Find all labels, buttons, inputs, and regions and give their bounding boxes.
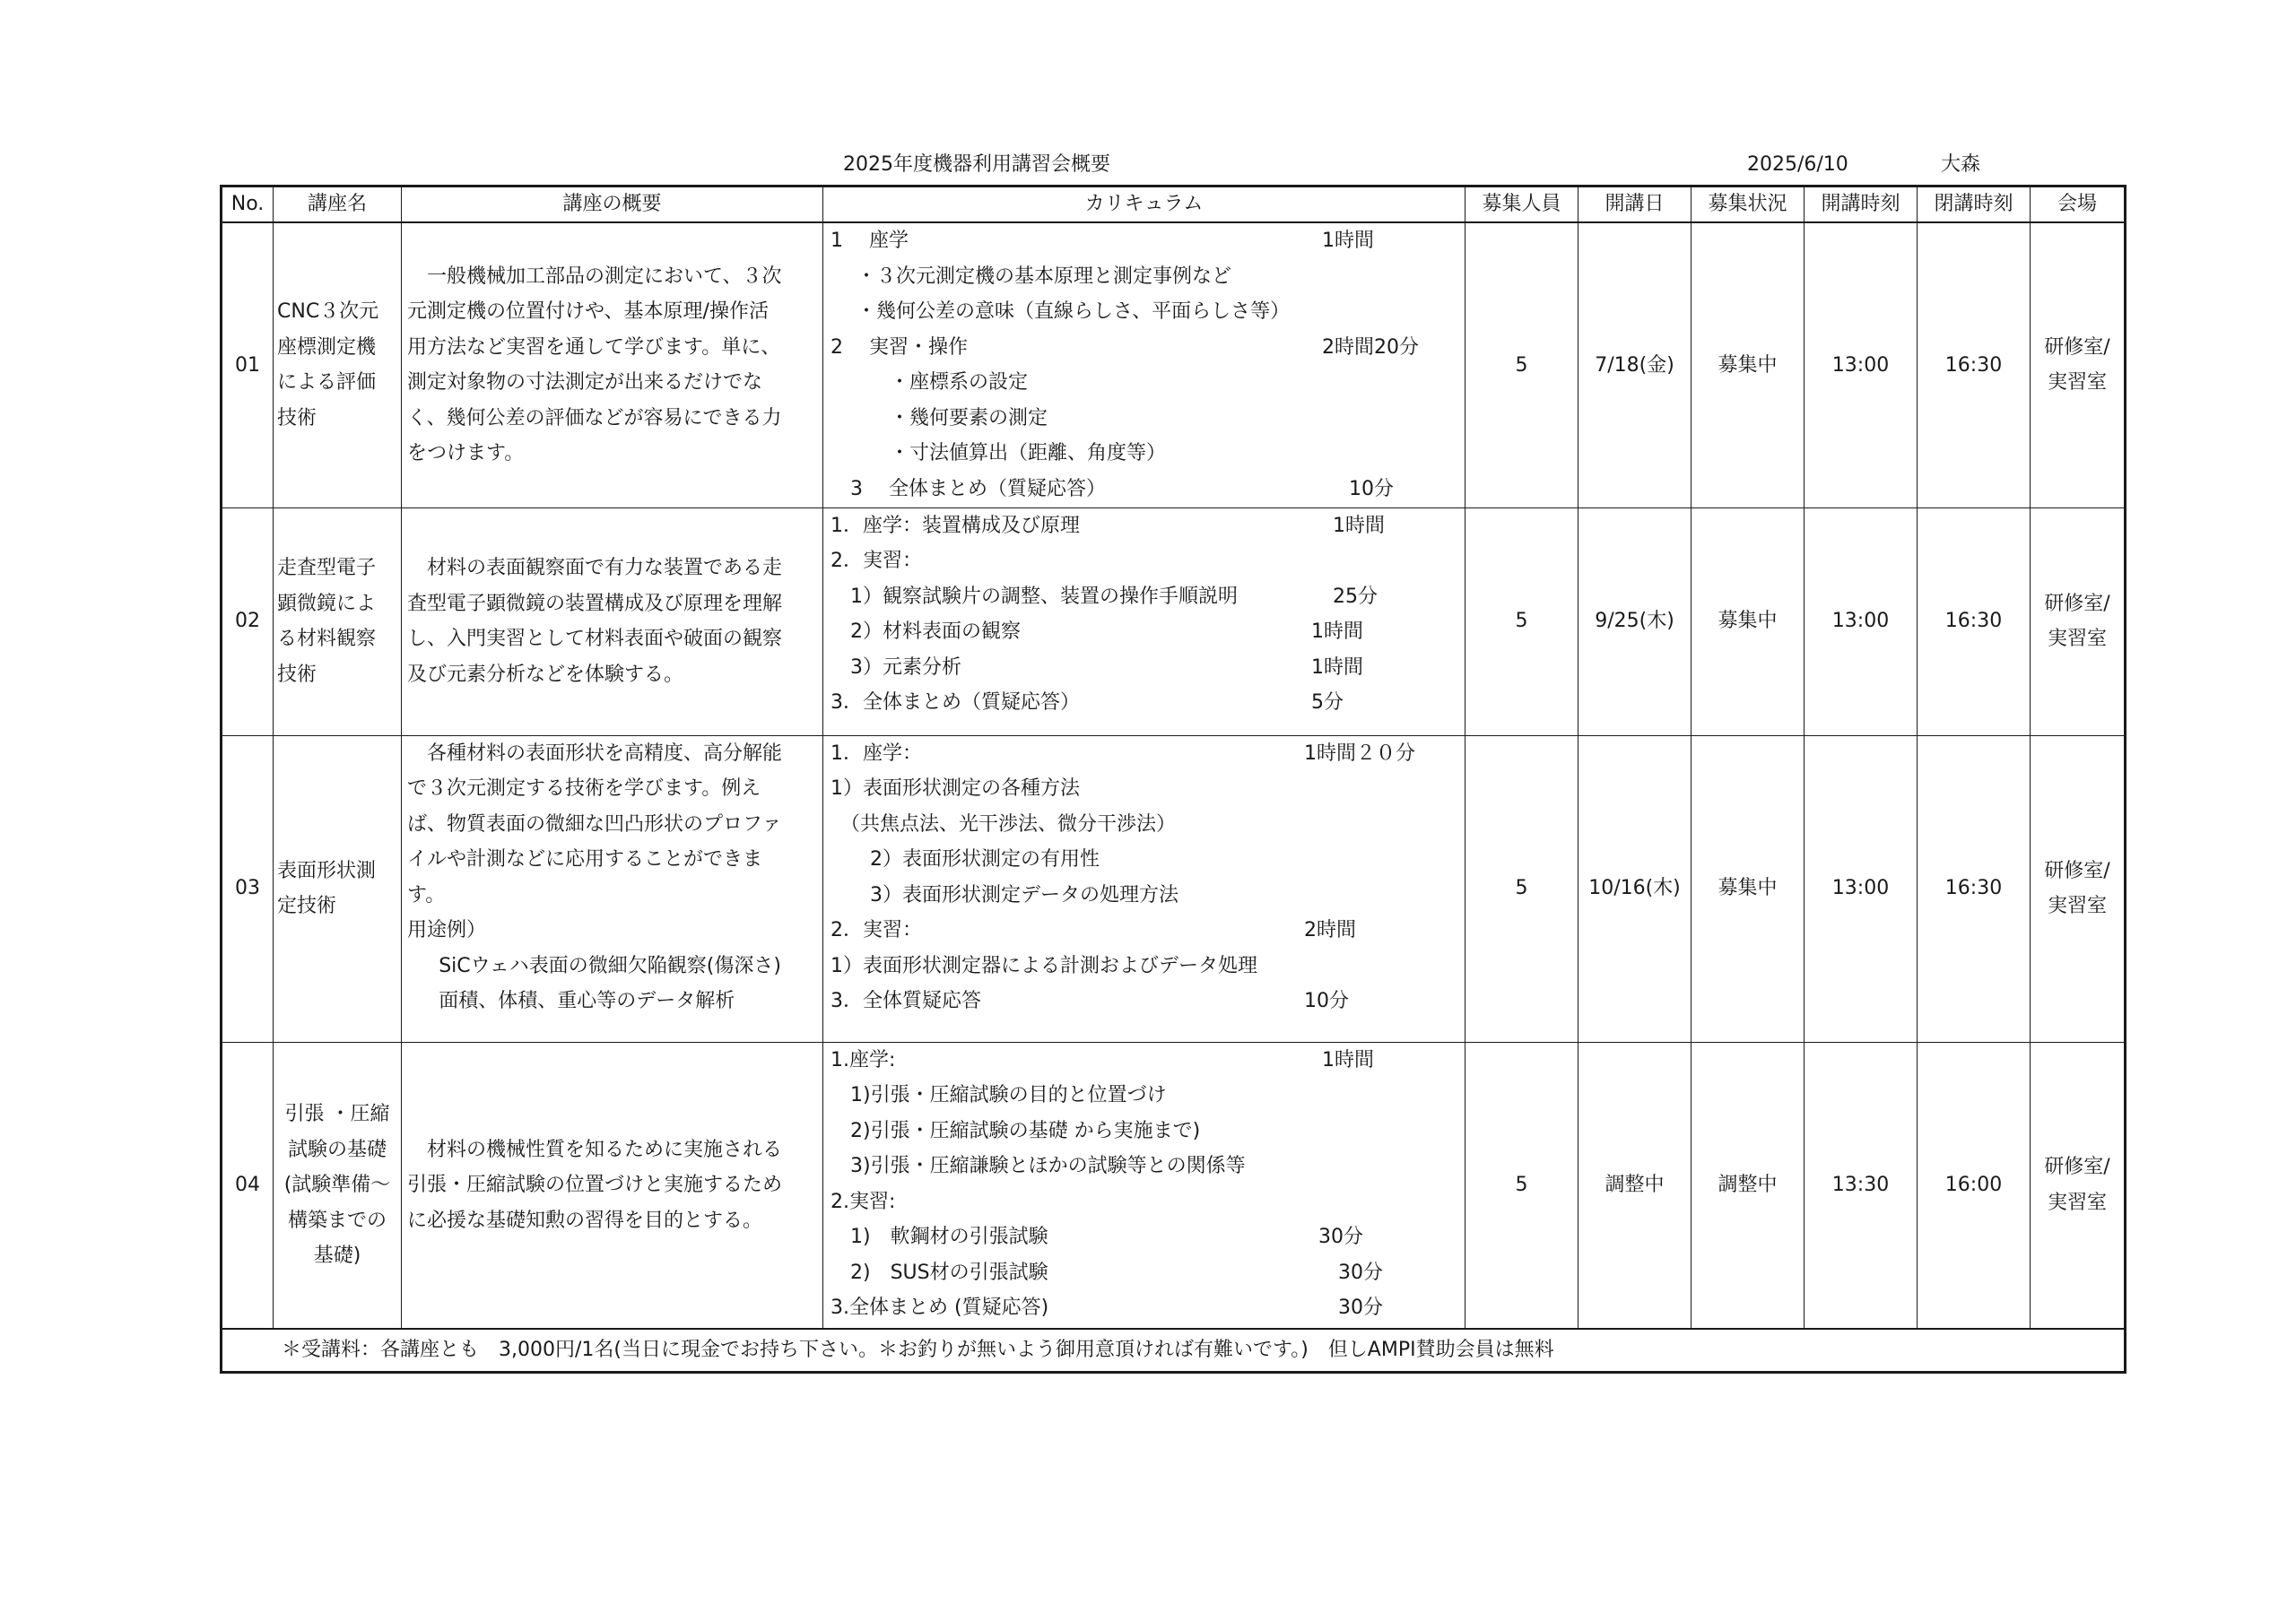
curriculum-item [831,579,1465,615]
curriculum-item-time: 1時間 [1311,655,1363,679]
curriculum-item-text: 3）元素分析 [831,655,961,679]
curriculum-item-text: 2.実習: [831,1190,896,1213]
course-name [274,507,402,735]
course-capacity: 5 [1465,1042,1578,1329]
course-name-line: る材料観察 [277,628,377,650]
course-name [274,222,402,507]
course-venue-line: 研修室/ [2044,859,2110,882]
curriculum-item [831,294,1465,330]
curriculum-item-text: 2 実習・操作 [831,335,968,359]
curriculum-item [831,1149,1465,1184]
curriculum-item [831,736,1465,772]
curriculum-item-text: 1．座学：装置構成及び原理 [831,514,1080,537]
course-number: 03 [222,735,274,1042]
curriculum-item [831,223,1465,259]
course-row [222,735,2126,1042]
course-venue-line: 実習室 [2047,1191,2107,1214]
curriculum-item [831,472,1465,507]
course-name-line: 構築までの [287,1209,387,1232]
course-name-line: 顕微鏡によ [277,592,377,615]
curriculum-item [831,401,1465,437]
course-status: 募集中 [1692,222,1805,507]
course-venue-line: 実習室 [2047,371,2107,395]
curriculum-list [831,508,1465,721]
course-curriculum [823,507,1465,735]
curriculum-item-text: 2）表面形状測定の有用性 [831,848,1100,871]
curriculum-item [831,685,1465,721]
course-start-time: 13:00 [1805,735,1918,1042]
curriculum-item [831,614,1465,650]
curriculum-item-text: 1.座学: [831,1048,896,1071]
document-title: 2025年度機器利用講習会概要 [843,153,1110,176]
curriculum-item [831,1114,1465,1149]
curriculum-item [831,508,1465,544]
course-end-time: 16:30 [1918,222,2031,507]
curriculum-list [831,736,1465,1019]
course-name-line: (試験準備〜 [283,1174,391,1196]
curriculum-item-time: 1時間 [1322,230,1374,252]
course-number: 04 [222,1042,274,1329]
column-header-no: No. [222,186,274,223]
curriculum-item-time: 1時間 [1322,1048,1374,1071]
curriculum-item-text: 1 座学 [831,230,909,252]
course-summary-line: ば、物質表面の微細な凹凸形状のプロファ [407,812,782,836]
curriculum-item-time: 1時間 [1333,514,1385,537]
course-name-line: 座標測定機 [277,335,377,359]
curriculum-item [831,1290,1465,1326]
course-summary-line: 各種材料の表面形状を高精度、高分解能 [427,742,783,765]
course-end-time: 16:00 [1918,1042,2031,1329]
curriculum-item-text: 2．実習： [831,919,922,941]
course-summary-line: イルや計測などに応用することができま [407,848,763,871]
course-capacity: 5 [1465,735,1578,1042]
course-name [274,1042,402,1329]
document-author: 大森 [1941,153,1981,176]
course-name-line: による評価 [277,371,377,395]
course-end-time: 16:30 [1918,735,2031,1042]
course-name-line: 引張 ・圧縮 [284,1103,390,1125]
curriculum-item-time: 30分 [1338,1297,1383,1319]
course-date: 調整中 [1578,1042,1692,1329]
curriculum-item [831,650,1465,686]
column-header-curriculum: カリキュラム [823,186,1465,223]
course-name-line: 表面形状測 [277,859,377,882]
curriculum-item [831,771,1465,807]
course-venue-line: 実習室 [2047,895,2107,917]
course-name-line: 定技術 [277,895,337,917]
course-summary [402,222,823,507]
course-status: 募集中 [1692,507,1805,735]
column-header-date: 開講日 [1578,186,1692,223]
course-summary-line: 材料の表面観察面で有力な装置である走 [427,557,783,579]
course-name-line: 基礎) [313,1245,361,1267]
course-curriculum [823,222,1465,507]
curriculum-item-text: （共焦点法、光干渉法、微分干渉法） [831,812,1177,836]
course-summary-line: で３次元測定する技術を学びます。例え [407,777,761,800]
curriculum-item-time: 1時間２０分 [1304,742,1415,765]
footer-row [222,1329,2126,1373]
curriculum-item-text: 1) 軟鋼材の引張試験 [831,1226,1048,1248]
course-number: 02 [222,507,274,735]
course-summary-line: 一般機械加工部品の測定において、３次 [427,265,782,288]
course-curriculum [823,1042,1465,1329]
course-summary [402,735,823,1042]
curriculum-item-text: 1）観察試験片の調整、装置の操作手順説明 [831,585,1238,608]
course-end-time: 16:30 [1918,507,2031,735]
curriculum-item-text: ・寸法値算出（距離、角度等） [831,442,1167,464]
course-venue-line: 研修室/ [2044,1156,2110,1179]
fee-note: ＊受講料：各講座とも 3,000円/1名(当日に現金でお持ち下さい。＊お釣りが無いよう御用意頂ければ有難いです。) 但しAMPI賛助会員は無料 [222,1329,2126,1373]
column-header-capacity: 募集人員 [1465,186,1578,223]
curriculum-item [831,1219,1465,1255]
curriculum-item-text: 1．座学： [831,742,922,765]
course-venue [2031,507,2126,735]
course-row [222,1042,2126,1329]
course-table [220,185,2126,1374]
course-start-time: 13:00 [1805,222,1918,507]
course-summary-line: に必援な基礎知勲の習得を目的とする。 [407,1209,763,1232]
course-summary-line: 元測定機の位置付けや、基本原理/操作活 [407,300,769,324]
curriculum-item [831,259,1465,295]
course-summary-line: 用方法など実習を通して学びます。単に、 [407,335,781,359]
curriculum-item-text: 1）表面形状測定器による計測およびデータ処理 [831,954,1257,977]
table-header-row [222,186,2126,223]
course-venue [2031,735,2126,1042]
curriculum-list [831,1043,1465,1326]
curriculum-item-text: 3)引張・圧縮謙験とほかの試験等との関係等 [831,1155,1246,1177]
course-name-line: 技術 [277,406,317,429]
curriculum-list [831,223,1465,507]
curriculum-item [831,1255,1465,1291]
curriculum-item-text: 2．実習： [831,550,922,572]
course-summary [402,507,823,735]
curriculum-item-text: ・幾何公差の意味（直線らしさ、平面らしさ等） [831,300,1291,323]
course-venue-line: 研修室/ [2044,592,2110,615]
course-summary-line: く、幾何公差の評価などが容易にできる力 [407,406,782,429]
curriculum-item-text: ・３次元測定機の基本原理と測定事例など [831,265,1231,288]
column-header-summary: 講座の概要 [402,186,823,223]
curriculum-item-text: 3.全体まとめ (質疑応答) [831,1297,1049,1319]
curriculum-item [831,913,1465,949]
curriculum-item-time: 2時間20分 [1322,335,1419,359]
course-summary-line: 材料の機械性質を知るために実施される [427,1138,783,1161]
course-summary-line: 測定対象物の寸法測定が出来るだけでな [407,371,763,395]
curriculum-item-text: 3．全体まとめ（質疑応答） [831,691,1080,714]
course-row [222,507,2126,735]
curriculum-item [831,330,1465,366]
curriculum-item-time: 5分 [1311,691,1344,714]
curriculum-item-time: 10分 [1304,990,1349,1012]
curriculum-item-text: 3．全体質疑応答 [831,990,981,1012]
course-venue [2031,222,2126,507]
curriculum-item-text: 2) SUS材の引張試験 [831,1261,1048,1284]
course-capacity: 5 [1465,507,1578,735]
curriculum-item-text: 3）表面形状測定データの処理方法 [831,883,1178,906]
column-header-venue: 会場 [2031,186,2126,223]
curriculum-item-time: 1時間 [1311,620,1363,643]
curriculum-item-text: 2）材料表面の観察 [831,620,1021,643]
curriculum-item [831,543,1465,579]
course-summary-line: 及び元素分析などを体験する。 [407,663,684,686]
curriculum-item [831,878,1465,914]
curriculum-item-text: ・座標系の設定 [831,371,1029,394]
column-header-course-name: 講座名 [274,186,402,223]
curriculum-item-time: 30分 [1338,1261,1383,1284]
course-summary-line: 査型電子顕微鏡の装置構成及び原理を理解 [407,592,783,615]
course-start-time: 13:30 [1805,1042,1918,1329]
curriculum-item-time: 30分 [1318,1226,1363,1248]
course-venue-line: 実習室 [2047,628,2107,650]
course-name [274,735,402,1042]
course-start-time: 13:00 [1805,507,1918,735]
course-summary [402,1042,823,1329]
course-summary-line: をつけます。 [407,442,525,465]
column-header-end-time: 閉講時刻 [1918,186,2031,223]
course-summary-line: 引張・圧縮試験の位置づけと実施するため [407,1174,783,1196]
curriculum-item [831,1078,1465,1114]
course-date: 9/25(木) [1578,507,1692,735]
course-venue [2031,1042,2126,1329]
curriculum-item [831,949,1465,984]
course-date: 10/16(木) [1578,735,1692,1042]
course-status: 募集中 [1692,735,1805,1042]
column-header-start-time: 開講時刻 [1805,186,1918,223]
curriculum-item-time: 25分 [1333,585,1378,608]
course-summary-line: し、入門実習として材料表面や破面の観察 [407,628,783,650]
course-summary-line: す。 [407,883,446,906]
curriculum-item [831,1043,1465,1079]
course-number: 01 [222,222,274,507]
curriculum-item-text: 2)引張・圧縮試験の基礎 から実施まで) [831,1119,1201,1142]
curriculum-item [831,842,1465,878]
column-header-status: 募集状況 [1692,186,1805,223]
course-name-line: CNC３次元 [277,300,379,324]
curriculum-item-text: 1）表面形状測定の各種方法 [831,777,1080,800]
course-name-line: 試験の基礎 [287,1138,387,1161]
course-summary-line: SiCウェハ表面の微細欠陥観察(傷深さ) [439,954,781,977]
curriculum-item-time: 10分 [1349,477,1394,500]
curriculum-item-text: ・幾何要素の測定 [831,406,1048,429]
curriculum-item-time: 2時間 [1304,919,1356,941]
course-summary-line: 用途例） [407,919,487,941]
course-summary-line: 面積、体積、重心等のデータ解析 [439,990,735,1012]
curriculum-item [831,365,1465,401]
course-venue-line: 研修室/ [2044,335,2110,359]
curriculum-item [831,1184,1465,1220]
course-date: 7/18(金) [1578,222,1692,507]
document-date: 2025/6/10 [1747,153,1848,176]
course-curriculum [823,735,1465,1042]
course-name-line: 走査型電子 [277,557,377,579]
course-capacity: 5 [1465,222,1578,507]
curriculum-item [831,984,1465,1019]
course-row [222,222,2126,507]
curriculum-item-text: 3 全体まとめ（質疑応答） [831,477,1106,500]
curriculum-item [831,807,1465,843]
course-name-line: 技術 [277,663,317,686]
curriculum-item-text: 1)引張・圧縮試験の目的と位置づけ [831,1084,1167,1106]
course-status: 調整中 [1692,1042,1805,1329]
curriculum-item [831,436,1465,472]
